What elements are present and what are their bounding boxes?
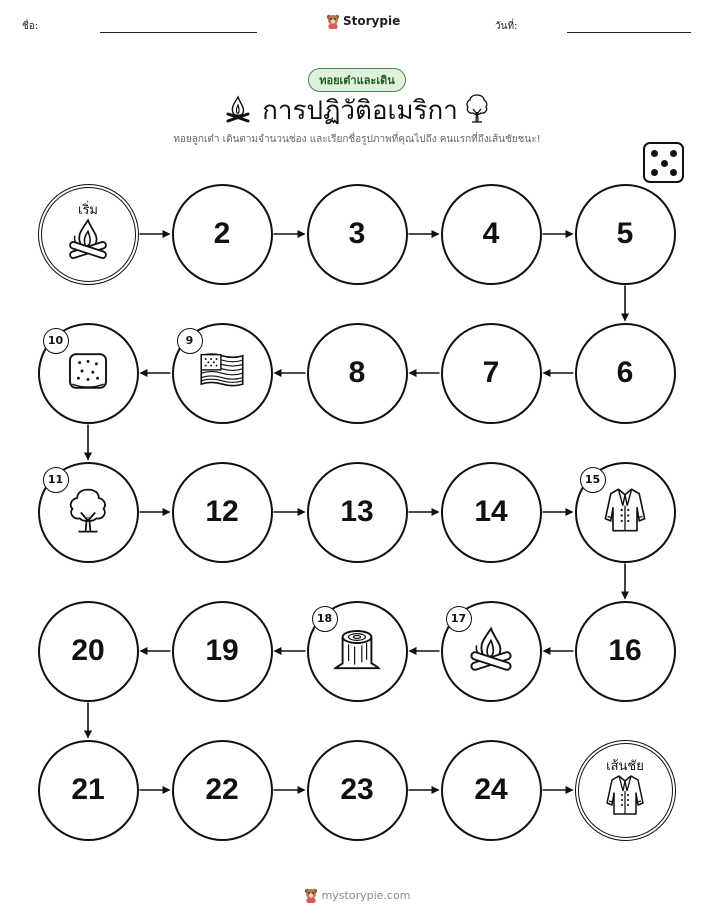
- instructions: ทอยลูกเต๋า เดินตามจำนวนช่อง และเรียกชื่อรูปภาพที่คุณไปถึง คนแรกที่ถึงเส้นชัยชนะ!: [173, 134, 541, 145]
- space-number: 16: [608, 634, 642, 667]
- board-space-3[interactable]: [307, 184, 408, 285]
- american-flag-icon: [198, 347, 246, 395]
- finish-label: เส้นชัย: [606, 758, 644, 774]
- board-space-14[interactable]: [441, 462, 542, 563]
- space-number: 6: [616, 356, 634, 389]
- board-space-20[interactable]: [38, 601, 139, 702]
- space-number: 7: [482, 356, 500, 389]
- board-space-22[interactable]: [172, 740, 273, 841]
- space-number: 3: [348, 217, 366, 250]
- space-number: 5: [616, 217, 634, 250]
- board-space-19[interactable]: [172, 601, 273, 702]
- brand-name: Storypie: [343, 14, 401, 28]
- campfire-icon: [66, 217, 110, 261]
- page-title: การปฏิวัติอเมริกา: [262, 95, 458, 126]
- board-space-12[interactable]: [172, 462, 273, 563]
- board-space-4[interactable]: [441, 184, 542, 285]
- space-number: 4: [482, 217, 500, 250]
- space-number-tag: 11: [43, 467, 69, 493]
- board-space-6[interactable]: [575, 323, 676, 424]
- date-label: วันที่:: [495, 21, 518, 32]
- start-space[interactable]: [38, 184, 139, 285]
- board-space-2[interactable]: [172, 184, 273, 285]
- space-number: 21: [71, 773, 105, 806]
- board-space-5[interactable]: [575, 184, 676, 285]
- space-number: 13: [340, 495, 374, 528]
- board-space-15[interactable]: [575, 462, 676, 563]
- space-number: 22: [205, 773, 239, 806]
- space-number: 14: [474, 495, 508, 528]
- tree-stump-icon: [333, 625, 381, 673]
- space-number-tag: 15: [580, 467, 606, 493]
- board-space-24[interactable]: [441, 740, 542, 841]
- board-space-13[interactable]: [307, 462, 408, 563]
- space-number: 19: [205, 634, 239, 667]
- board-space-17[interactable]: [441, 601, 542, 702]
- space-number-tag: 18: [312, 606, 338, 632]
- start-label: เริ่ม: [78, 202, 98, 218]
- finish-space[interactable]: [575, 740, 676, 841]
- board-space-7[interactable]: [441, 323, 542, 424]
- tree-icon: [64, 486, 112, 534]
- board-space-21[interactable]: [38, 740, 139, 841]
- colonial-coat-icon: [601, 486, 649, 534]
- space-number: 23: [340, 773, 374, 806]
- colonial-coat-icon: [603, 773, 647, 817]
- board-space-11[interactable]: [38, 462, 139, 563]
- campfire-icon: [467, 625, 515, 673]
- space-number: 20: [71, 634, 105, 667]
- space-number-tag: 9: [177, 328, 203, 354]
- game-type-badge: ทอยเต๋าและเดิน: [308, 68, 406, 92]
- hardtack-biscuit-icon: [64, 347, 112, 395]
- board-space-16[interactable]: [575, 601, 676, 702]
- space-number: 12: [205, 495, 239, 528]
- board-space-8[interactable]: [307, 323, 408, 424]
- space-number: 24: [474, 773, 508, 806]
- footer: [0, 887, 714, 903]
- footer-url[interactable]: mystorypie.com: [321, 888, 411, 902]
- board-space-10[interactable]: [38, 323, 139, 424]
- board-space-18[interactable]: [307, 601, 408, 702]
- board-space-9[interactable]: [172, 323, 273, 424]
- space-number-tag: 10: [43, 328, 69, 354]
- storypie-bear-icon: [304, 887, 318, 903]
- name-label: ชื่อ:: [22, 21, 39, 32]
- space-number: 8: [348, 356, 366, 389]
- board-space-23[interactable]: [307, 740, 408, 841]
- space-number: 2: [213, 217, 231, 250]
- space-number-tag: 17: [446, 606, 472, 632]
